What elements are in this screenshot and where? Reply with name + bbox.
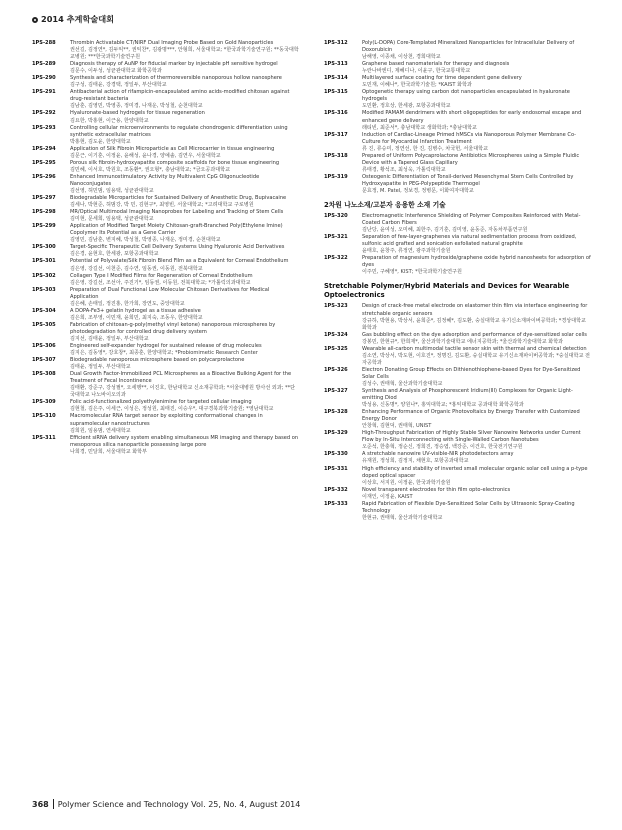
entry-title: Enhanced Immunostimulatory Activity by Multivalent CpG Oligonucleotide Nanoconjugates — [70, 173, 260, 187]
entry-authors: 김소연, 박상서, 박도현, 이호진*, 정명진, 김도환, 숭실대학교 유기신소재파이버공학과; *숭실대학교 전자공학과 — [362, 352, 590, 366]
entry-title: Application of Modified Target Moiety Chitosan-graft-Branched Poly(Ethylene Imine) Copolymer Its Potential as a Gene Carrier — [70, 223, 283, 237]
entry-body — [362, 89, 591, 110]
entry-code: 1PS-324 — [324, 331, 348, 338]
entry-authors: 김문근, 이기훈, 이정윤, 윤해성, 윤나경, 양예솔, 김연우, 서울대학교 — [70, 152, 221, 159]
entry-code: 1PS-301 — [32, 258, 56, 265]
entry-title: High-Throughput Fabrication of Highly Stable Silver Nanowire Networks under Current Flow by In-Situ Interconnecting with Single-Walled Carbon Nanotubes — [362, 430, 581, 444]
entry-authors: 김요한, 박홍현, 이근용, 한양대학교 — [70, 117, 149, 124]
entry-title: Poly(L-DOPA) Core-Templated Mineralized Nanoparticles for Intracellular Delivery of Doxorubicin — [362, 40, 575, 54]
section-heading-2d-nanomaterials: 2차원 나노소재/고분자 응용한 소재 기술 — [324, 201, 446, 210]
abstract-entry — [32, 287, 299, 308]
entry-title: Electromagnetic Interference Shielding of Polymer Composites Reinforced with Metal-Coated Carbon Fibers — [362, 213, 581, 227]
abstract-entry — [324, 40, 591, 61]
abstract-entry — [32, 322, 299, 343]
abstract-entry — [324, 89, 591, 110]
entry-code: 1PS-326 — [324, 366, 348, 373]
entry-body — [70, 61, 299, 75]
entry-title: Fabrication of chitosan-g-poly(methyl vinyl ketone) nanoporous microspheres by photodegradation for controlled drug delivery system — [70, 321, 276, 335]
entry-title: Electron Donating Group Effects on Dithienothiophene-based Dyes for Dye-Sensitized Solar Cells — [362, 366, 581, 380]
entry-authors: 김민혜, 이서호, 박원호, 조동환*, 권오형*, 충남대학교; *금오공과대학교 — [70, 166, 231, 173]
entry-code: 1PS-322 — [324, 255, 348, 262]
entry-authors: 김미현, 문세희, 임용택, 성균관대학교 — [70, 216, 154, 223]
abstract-entry — [324, 110, 591, 131]
entry-code: 1PS-298 — [32, 209, 56, 216]
entry-title: Antibacterial action of rifampicin-encapsulated amino acids-modified chitosan against drug-resistant bacteria — [70, 89, 290, 103]
entry-authors: 김은희, 조부영, 이민재, 윤희민, 최지숙, 조동우, 한양대학교 — [70, 314, 203, 321]
entry-code: 1PS-302 — [32, 272, 56, 279]
entry-authors: 강봉민, 한현규*, 한희재*, 울산과학기술대학교 에너지공학과; *울산과학기술대학교 화학과 — [362, 338, 564, 345]
entry-code: 1PS-307 — [32, 357, 56, 364]
entry-authors: 김현철, 김은주, 이세근, 이성은, 정성원, 최태진, 이승우*, 대구경북과학기술원; *영남대학교 — [70, 406, 274, 413]
entry-body — [70, 195, 299, 209]
entry-authors: 나희경, 민달희, 서울대학교 화학부 — [70, 448, 147, 455]
entry-code: 1PS-304 — [32, 307, 56, 314]
abstract-entry — [32, 146, 299, 160]
circle-bullet-icon — [32, 17, 38, 23]
page-footer — [32, 799, 300, 809]
abstract-entry — [32, 75, 299, 89]
entry-title: Graphene based nanomaterials for therapy and diagnosis — [362, 61, 510, 68]
entry-authors: 문효정, M. Patel, 정보경, 정병문, 이화여자대학교 — [362, 187, 474, 194]
entry-body — [362, 132, 591, 153]
entry-authors: 김태윤, 정일두, 부산대학교 — [70, 364, 131, 371]
entry-body — [362, 332, 591, 346]
entry-code: 1PS-305 — [32, 321, 56, 328]
abstract-entry — [32, 244, 299, 258]
entry-code: 1PS-292 — [32, 110, 56, 117]
entry-authors: 류태경, 황석조, 최성욱, 가톨릭대학교 — [362, 166, 446, 173]
entry-title: Hyaluronate-based hydrogels for tissue regeneration — [70, 110, 205, 117]
entry-list-right-a — [324, 40, 591, 195]
entry-title: Preparation of magnesium hydroxide/graphene oxide hybrid nanosheets for adsorption of dyes — [362, 255, 591, 269]
entry-title: Porous silk fibroin-hydroxyapatite composite scaffolds for bone tissue engineering — [70, 159, 280, 166]
entry-title: MR/Optical Multimodal Imaging Nanoprobes for Labeling and Tracking of Stem Cells — [70, 209, 284, 216]
entry-code: 1PS-288 — [32, 40, 56, 46]
entry-authors: 도민재, 이혜나*, 한국과학기술원; *KAIST 화학과 — [362, 82, 472, 89]
entry-title: Preparation of Dual Functional Low Molecular Chitosan Derivatives for Medical Application — [70, 286, 270, 300]
entry-body — [362, 174, 591, 195]
abstract-entry — [32, 125, 299, 146]
entry-title: Application of Silk Fibroin Microparticle as Cell Microcarrier in tissue engineering — [70, 145, 275, 152]
entry-code: 1PS-331 — [324, 465, 348, 472]
entry-code: 1PS-296 — [32, 173, 56, 180]
entry-authors: 김성수, 권태혁, 울산과학기술대학교 — [362, 380, 443, 387]
entry-body — [70, 174, 299, 195]
entry-body — [70, 244, 299, 258]
abstract-entry — [32, 357, 299, 371]
abstract-entry — [32, 435, 299, 456]
entry-title: Separation of few-layer-graphenes via natural sedimentation process from oxidized, sulfonic acid grafted and sonication exfoliated natural graphite — [362, 234, 577, 248]
entry-authors: 김문수, 이두성, 성균관대학교 화학공학과 — [70, 68, 162, 75]
entry-title: Potential of Polyvalate/Silk Fibroin Blend Film as a Equivalent for Corneal Endothelium — [70, 258, 289, 265]
entry-authors: 김은경, 윤현호, 한세광, 포항공과대학교 — [70, 251, 159, 258]
abstract-entry — [32, 61, 299, 75]
abstract-entry — [324, 332, 591, 346]
abstract-entry — [324, 61, 591, 75]
abstract-entry — [32, 40, 299, 61]
abstract-entry — [32, 89, 299, 110]
entry-title: Induction of Cardiac-Lineage Primed hMSCs via Nanoporous Polymer Membrane Co-Culture for Myocardial Infarction Treatment — [362, 131, 577, 145]
entry-body — [70, 343, 299, 357]
entry-body — [362, 61, 591, 75]
abstract-entry — [324, 451, 591, 465]
right-column — [324, 40, 591, 522]
entry-code: 1PS-318 — [324, 152, 348, 159]
entry-title: A DOPA-Fe3+ gelatin hydrogel as a tissue adhesive — [70, 307, 201, 314]
abstract-entry — [32, 258, 299, 272]
entry-body — [70, 371, 299, 399]
entry-code: 1PS-294 — [32, 145, 56, 152]
abstract-entry — [324, 153, 591, 174]
entry-authors: 김선영, 허민범, 임용택, 성균관대학교 — [70, 187, 154, 194]
entry-authors: 누란나바엔디, 제혜디나, 이윤구, 한국교통대학교 — [362, 68, 471, 75]
entry-title: Rapid Fabrication of Flexible Dye-Sensitized Solar Cells by Ultrasonic Spray-Coating Technology — [362, 500, 575, 514]
abstract-entry — [324, 367, 591, 388]
entry-authors: 류 진, 류승미, 정연선, 한 진, 김병수, 차국헌, 서울대학교 — [362, 145, 489, 152]
abstract-entry — [324, 501, 591, 522]
entry-body — [362, 487, 591, 501]
abstract-entry — [32, 110, 299, 124]
entry-code: 1PS-289 — [32, 61, 56, 68]
entry-title: Thrombin Activatable CT/NIRF Dual Imaging Probe Based on Gold Nanoparticles — [70, 40, 274, 46]
entry-code: 1PS-325 — [324, 345, 348, 352]
entry-authors: 박성용, 신동명*, 양원나*, 홍익대학교; *홍익대학교 공과대학 화학공학과 — [362, 402, 524, 409]
entry-body — [362, 501, 591, 522]
entry-body — [362, 255, 591, 276]
entry-body — [362, 40, 591, 61]
entry-authors: 김은영, 강길선, 이천준, 김수연, 임동권, 이동원, 전북대학교 — [70, 265, 203, 272]
abstract-entry — [324, 409, 591, 430]
abstract-entry — [32, 399, 299, 413]
entry-title: Controlling cellular microenvironments to regulate chondrogenic differentiation using synthetic extracellular matrices — [70, 124, 288, 138]
abstract-entry — [32, 209, 299, 223]
entry-body — [70, 399, 299, 413]
entry-authors: 오준석, 한충혁, 정순신, 정희진, 정승엽, 백강준, 이건호, 한국전기연구원 — [362, 444, 523, 451]
page-number: 368 — [32, 799, 49, 809]
entry-title: Osteogenic Differentiation of Tonsil-derived Mesenchymal Stem Cells Controlled by Hydroxyapatite in PEG-Polypeptide Thermogel — [362, 173, 574, 187]
abstract-entry — [32, 273, 299, 287]
entry-authors: 권선길, 김정연*, 김두익**, 권익찬*, 김광명***, 안형희, 서울대학교; *한국과학기술연구원; **동국대학교병원; ***한국과학기술연구원 — [70, 47, 299, 61]
entry-code: 1PS-323 — [324, 303, 348, 310]
entry-authors: 김지은, 김동영*, 강호창*, 최종훈, 한양대학교; *Probiomimetic Research Center — [70, 350, 258, 357]
entry-code: 1PS-316 — [324, 110, 348, 117]
entry-title: Folic acid-functionalized polyethylenimine for targeted cellular imaging — [70, 399, 252, 406]
entry-body — [70, 273, 299, 287]
entry-code: 1PS-303 — [32, 286, 56, 293]
left-column — [32, 40, 299, 456]
entry-body — [70, 146, 299, 160]
entry-authors: 유재원, 정성희, 김정지, 채현호, 포항공과대학교 — [362, 458, 469, 465]
entry-body — [70, 287, 299, 308]
entry-body — [362, 110, 591, 131]
abstract-entry — [324, 234, 591, 255]
entry-authors: 김희원, 임용범, 연세대학교 — [70, 427, 131, 434]
entry-body — [362, 346, 591, 367]
entry-code: 1PS-299 — [32, 223, 56, 230]
entry-code: 1PS-312 — [324, 40, 348, 46]
entry-authors: 강규하, 박현용, 박상서, 윤희준*, 김정혜*, 김도환, 숭실대학교 유기신소재파이버공학과; *경상대학교 화학과 — [362, 317, 586, 331]
page-header — [32, 14, 114, 25]
entry-code: 1PS-330 — [324, 451, 348, 458]
abstract-entry — [324, 75, 591, 89]
entry-authors: 윤태호, 윤창주, 류정연, 광주과학기술원 — [362, 248, 451, 255]
entry-body — [70, 209, 299, 223]
entry-code: 1PS-311 — [32, 434, 56, 441]
entry-title: Synthesis and characterization of thermoreversible nanoporous hollow nanosphere — [70, 75, 282, 82]
entry-code: 1PS-291 — [32, 89, 56, 96]
entry-body — [362, 303, 591, 331]
abstract-entry — [324, 346, 591, 367]
entry-body — [362, 430, 591, 451]
entry-title: Wearable all-carbon multimodal tactile sensor skin with thermal and chemical detection — [362, 345, 587, 352]
entry-title: Biodegradable Microparticles for Sustained Delivery of Anesthetic Drug, Bupivacaine — [70, 195, 287, 202]
abstract-entry — [32, 223, 299, 244]
entry-code: 1PS-290 — [32, 75, 56, 82]
entry-body — [362, 409, 591, 430]
entry-authors: 김남훈, 김영민, 박영종, 정미경, 나재운, 박성철, 순천대학교 — [70, 103, 203, 110]
entry-list-right-c — [324, 303, 591, 521]
entry-code: 1PS-333 — [324, 500, 348, 507]
entry-authors: 김구성, 김태윤, 강경택, 정일두, 부산대학교 — [70, 82, 167, 89]
abstract-entry — [324, 213, 591, 234]
abstract-entry — [32, 343, 299, 357]
entry-body — [70, 308, 299, 322]
entry-authors: 래티빈, 최준서*, 충남대학교 생화학과; *충남대학교 — [362, 124, 477, 131]
entry-authors: 박홍현, 김도윤, 한양대학교 — [70, 138, 131, 145]
entry-body — [70, 258, 299, 272]
entry-body — [362, 367, 591, 388]
entry-body — [70, 89, 299, 110]
entry-authors: 김태환, 강준구, 강성필*, 오세행**, 이진호, 한남대학교 신소재공학과; *서울대병원 방사선 외과; **단국대학교 나노바이오의과 — [70, 385, 296, 399]
entry-body — [70, 322, 299, 343]
abstract-entry — [324, 466, 591, 487]
abstract-entry — [324, 487, 591, 501]
entry-code: 1PS-321 — [324, 234, 348, 241]
abstract-entry — [32, 371, 299, 399]
entry-code: 1PS-332 — [324, 486, 348, 493]
abstract-entry — [32, 174, 299, 195]
entry-body — [362, 153, 591, 174]
entry-authors: 이재인, 이정윤, KAIST — [362, 493, 413, 500]
entry-code: 1PS-319 — [324, 173, 348, 180]
entry-body — [362, 466, 591, 487]
entry-body — [362, 388, 591, 409]
entry-code: 1PS-309 — [32, 399, 56, 406]
entry-authors: 한현규, 권태혁, 울산과학기술대학교 — [362, 514, 443, 521]
entry-code: 1PS-328 — [324, 409, 348, 416]
entry-code: 1PS-315 — [324, 89, 348, 96]
entry-title: Gas bubbling effect on the dye adsorption and performance of dye-sensitized solar cells — [362, 331, 587, 338]
entry-code: 1PS-310 — [32, 413, 56, 420]
entry-body — [362, 234, 591, 255]
journal-citation: Polymer Science and Technology Vol. 25, No. 4, August 2014 — [57, 799, 301, 809]
entry-title: Macromolecular RNA target sensor by exploiting conformational changes in supramolecular nanostructures — [70, 413, 263, 427]
entry-title: Engineered self-expander hydrogel for sustained release of drug molecules — [70, 343, 262, 350]
entry-title: Synthesis and Analysis of Phosphorescent Iridium(III) Complexes for Organic Light-emitting Diod — [362, 388, 573, 402]
entry-title: Novel transparent electrodes for thin film opto-electronics — [362, 486, 511, 493]
entry-title: Modified PAMAM dendrimers with short oligopeptides for early endosomal escape and enhanced gene delivery — [362, 110, 582, 124]
entry-authors: 안창혁, 김현덕, 권태혁, UNIST — [362, 423, 432, 430]
entry-title: Collagen Type I Modified Films for Regeneration of Corneal Endothelium — [70, 272, 253, 279]
section-heading-stretchable: Stretchable Polymer/Hybrid Materials and Devices for Wearable Optoelectronics — [324, 282, 570, 300]
entry-body — [70, 110, 299, 124]
entry-authors: 이주민, 구혜영*, KIST; *한국과학기술연구원 — [362, 269, 462, 276]
entry-authors: 남해영, 이종채, 이상천, 경희대학교 — [362, 54, 441, 61]
entry-code: 1PS-306 — [32, 343, 56, 350]
entry-authors: 김영민, 김남훈, 변지혜, 박성철, 박영종, 나재운, 정미경, 순천대학교 — [70, 237, 221, 244]
entry-code: 1PS-313 — [324, 61, 348, 68]
entry-body — [70, 125, 299, 146]
entry-authors: 김은혜, 손태일, 정진홍, 한가희, 장연도, 중앙대학교 — [70, 300, 185, 307]
entry-body — [362, 75, 591, 89]
entry-body — [362, 451, 591, 465]
abstract-entry — [324, 132, 591, 153]
entry-code: 1PS-295 — [32, 159, 56, 166]
entry-authors: 김세나, 박현준, 허범강, 박 민, 김현구*, 최영빈, 서울대학교; *고려대학교 구로병원 — [70, 202, 254, 209]
entry-code: 1PS-293 — [32, 124, 56, 131]
footer-divider — [53, 799, 54, 809]
abstract-entry — [32, 413, 299, 434]
entry-title: Target-Specific Therapeutic Cell Delivery Systems Using Hyaluronic Acid Derivatives — [70, 244, 285, 251]
entry-body — [70, 160, 299, 174]
entry-title: Optogenetic therapy using carbon dot nanoparticles encapsulated in hyaluronate hydrogels — [362, 89, 570, 103]
abstract-entry — [324, 303, 591, 331]
entry-code: 1PS-308 — [32, 371, 56, 378]
entry-code: 1PS-297 — [32, 195, 56, 202]
abstract-entry — [324, 388, 591, 409]
header-title: 2014 추계학술대회 — [41, 14, 115, 24]
abstract-entry — [32, 195, 299, 209]
entry-code: 1PS-314 — [324, 75, 348, 82]
abstract-entry — [32, 160, 299, 174]
entry-authors: 김난당, 윤여성, 오미혜, 최한주, 김기훈, 김미영, 윤동준, 자동차부품연구원 — [362, 227, 528, 234]
entry-code: 1PS-320 — [324, 213, 348, 220]
abstract-entry — [324, 174, 591, 195]
entry-body — [70, 40, 299, 61]
entry-body — [362, 213, 591, 234]
entry-authors: 김지선, 김태윤, 정일두, 부산대학교 — [70, 335, 149, 342]
entry-body — [70, 75, 299, 89]
entry-title: High efficiency and stability of inverted small molecular organic solar cell using a p-type doped optical spacer — [362, 465, 588, 479]
entry-authors: 김은영, 강길선, 조선아, 주진기*, 임동권, 이동원, 전북대학교; *가톨릭의과대학교 — [70, 279, 251, 286]
entry-title: Diagnosis therapy of AuNP for fiducial marker by injectable pH sensitive hydrogel — [70, 61, 278, 68]
abstract-entry — [324, 430, 591, 451]
entry-list-right-b — [324, 213, 591, 276]
entry-title: A stretchable nanowire UV-visible-NIR photodetectors array — [362, 451, 514, 458]
entry-title: Biodegradable nanoporous microsphere based on polycarprolactone — [70, 357, 245, 364]
entry-code: 1PS-300 — [32, 244, 56, 251]
entry-code: 1PS-327 — [324, 388, 348, 395]
entry-code: 1PS-329 — [324, 430, 348, 437]
entry-list-left — [32, 40, 299, 456]
entry-code: 1PS-317 — [324, 131, 348, 138]
entry-body — [70, 357, 299, 371]
abstract-entry — [324, 255, 591, 276]
entry-title: Dual Growth Factor-Immobilized PCL Microspheres as a Bioactive Bulking Agent for the Treatment of Fecal Incontinence — [70, 371, 292, 385]
entry-title: Multilayered surface coating for time dependent gene delivery — [362, 75, 522, 82]
entry-authors: 이상호, 서지원, 이정윤, 한국과학기술원 — [362, 479, 451, 486]
abstract-entry — [32, 308, 299, 322]
entry-title: Prepared of Uniform Polycaprolactone Antibiotics Microspheres using a Simple Fluidic Device with a Tapered Glass Capillary — [362, 152, 580, 166]
entry-body — [70, 435, 299, 456]
entry-body — [70, 223, 299, 244]
entry-authors: 도민환, 정호상, 한세광, 포항공과대학교 — [362, 103, 451, 110]
entry-title: Enhancing Performance of Organic Photovoltaics by Energy Transfer with Customized Energy Donor — [362, 409, 580, 423]
entry-body — [70, 413, 299, 434]
entry-title: Efficient siRNA delivery system enabling simultaneous MR imaging and therapy based on mesoporous silica nanoparticle possessing large pore — [70, 434, 299, 448]
entry-title: Design of crack-free metal electrode on elastomer thin film via interface engineering for stretchable organic sensors — [362, 303, 588, 317]
